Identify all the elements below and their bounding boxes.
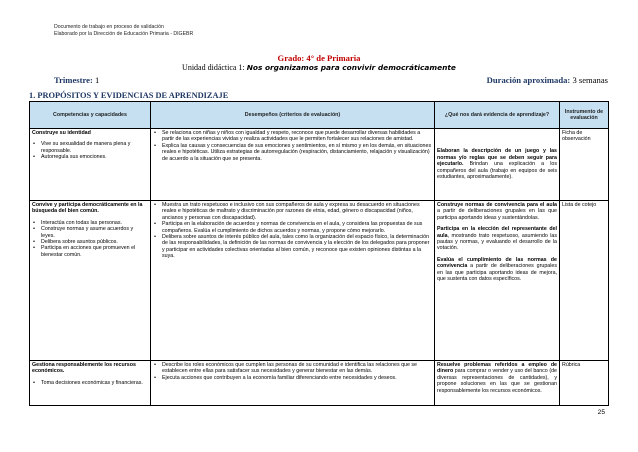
capacidad-item: • Autorregula sus emociones. [32,154,148,160]
cell-evidencia [435,129,560,201]
section-title: 1. PROPÓSITOS Y EVIDENCIAS DE APRENDIZAJE [29,91,229,100]
competencia-title: Gestiona responsablemente los recursos económicos. [32,362,136,375]
competencia-title: Construye su identidad [32,130,91,136]
table-row [30,201,609,361]
evidencia-text: , mostrando trato respetuoso, asumiendo las pautas y normas, y evaluando el desarrollo de la votación. [437,232,557,252]
header-competencias: Competencias y capacidades [30,102,151,129]
evidencia-bold: Participa en la elección del representante del aula [437,226,557,239]
cell-competencia [30,129,151,201]
evidencia-text: a partir de deliberaciones grupales en las que participa aportando ideas de mejora, que sustenta con datos específicos. [437,263,557,283]
evidencia-text: Brindan una explicación a los compañeros del aula (trabajo en equipos de seis estudiantes, aproximadamente). [437,161,557,181]
table-row [30,361,609,406]
capacidad-item: • Delibera sobre asuntos públicos. [32,239,148,245]
unit-title: Nos organizamos para convivir democráticamente [246,63,456,72]
cell-evidencia [435,361,560,406]
evidencia-bold: Evalúa el cumplimiento de las normas de convivencia [437,256,557,270]
capacidad-item: • Interactúa con todas las personas. [32,220,148,226]
desempeno-item: • Ejecuta acciones que contribuyen a la economía familiar diferenciando entre necesidades y deseos. [153,375,432,381]
cell-competencia [30,201,151,361]
capacidad-item: • Vive su sexualidad de manera plena y responsable. [32,141,148,154]
grade-title: Grado: 4° de Primaria [277,53,361,63]
header-note-2: Elaborado por la Dirección de Educación Primaria - DIGEBR [54,31,194,37]
cell-desempenos [151,361,435,406]
header-instrumento: Instrumento de evaluación [560,102,609,129]
evidencia-bold: Construye normas de convivencia para el aula [437,202,557,208]
desempeno-item: • Delibera sobre asuntos de interés público del aula, tales como la organización del espacio físico, la determinación de las responsabilidades, la definición de las normas de convivencia y la elección de los delegados para proponer y participar en actividades colectivas orientadas al bien común, y reconoce que existen opiniones distintas a la suya. [153,234,432,260]
purposes-table [29,101,609,406]
unit-line [0,63,638,72]
cell-desempenos [151,201,435,361]
evidencia-paragraph [437,226,557,252]
header-evidencia: ¿Qué nos dará evidencia de aprendizaje? [435,102,560,129]
desempeno-item: • Explica las causas y consecuencias de sus emociones y sentimientos, en sí mismo y en los demás, en situaciones reales e hipotéticas. Utiliza estrategias de autorregulación (respiración, distanciamiento, relajación y visualización) de acuerdo a la situación que se presenta. [153,143,432,162]
unit-prefix: Unidad didáctica 1: [182,63,247,72]
cell-evidencia [435,201,560,361]
duration-value: 3 semanas [572,75,608,85]
duration [487,75,608,85]
capacidad-item: • Toma decisiones económicas y financieras. [32,380,148,386]
desempeno-item: • Muestra un trato respetuoso e inclusivo con sus compañeros de aula y expresa su desacuerdo en situaciones reales e hipotéticas de maltrato y discriminación por razones de etnia, edad, género o discapacidad (niños, ancianos y personas con discapacidad). [153,202,432,221]
evidencia-bold: Elaboran la descripción de un juego y las normas y/o reglas que se deben seguir para ejecutarlo. [437,148,557,168]
table-row [30,129,609,201]
cell-instrumento: Ficha de observación [560,129,609,201]
header-desempenos: Desempeños (criterios de evaluación) [151,102,435,129]
evidencia-paragraph [437,257,557,283]
table-header-row [30,102,609,129]
cell-instrumento: Rúbrica [560,361,609,406]
trimester [54,75,99,85]
cell-competencia [30,361,151,406]
capacidad-item: • Participa en acciones que promueven el bienestar común. [32,245,148,258]
evidencia-text: para comprar o vender y uso del banco (de diversas representaciones de cantidades), y propone soluciones en las que se gestionan responsablemente los recursos económicos. [437,368,557,394]
trimester-value: 1 [94,75,100,85]
desempeno-item: • Participa en la elaboración de acuerdos y normas de convivencia en el aula, y considera las propuestas de sus compañeros. Evalúa el cumplimiento de dichos acuerdos y normas, y propone cómo mejorarlo. [153,221,432,234]
evidencia-paragraph [437,202,557,221]
evidencia-text: a partir de deliberaciones grupales en las que participa aportando ideas y sustentándolas. [437,208,557,221]
trimester-label: Trimestre: [54,75,93,85]
competencia-title: Convive y participa democráticamente en la búsqueda del bien común. [32,202,143,215]
duration-label: Duración aproximada: [486,75,571,85]
cell-desempenos [151,129,435,201]
cell-instrumento: Lista de cotejo [560,201,609,361]
page-number: 25 [597,409,605,416]
header-note-1: Documento de trabajo en proceso de validación [54,24,164,30]
capacidad-item: • Construye normas y asume acuerdos y leyes. [32,226,148,239]
desempeno-item: • Describe los roles económicos que cumplen las personas de su comunidad e identifica las relaciones que se establecen entre ellas para satisfacer sus necesidades y generar bienestar en las demás. [153,362,432,375]
desempeno-item: • Se relaciona con niñas y niños con igualdad y respeto, reconoce que puede desarrollar diversas habilidades a partir de las experiencias vividas y realiza actividades que le permiten fortalecer sus relaciones de amistad. [153,130,432,143]
evidencia-bold: Resuelve problemas referidos a empleo de dinero [437,362,557,375]
